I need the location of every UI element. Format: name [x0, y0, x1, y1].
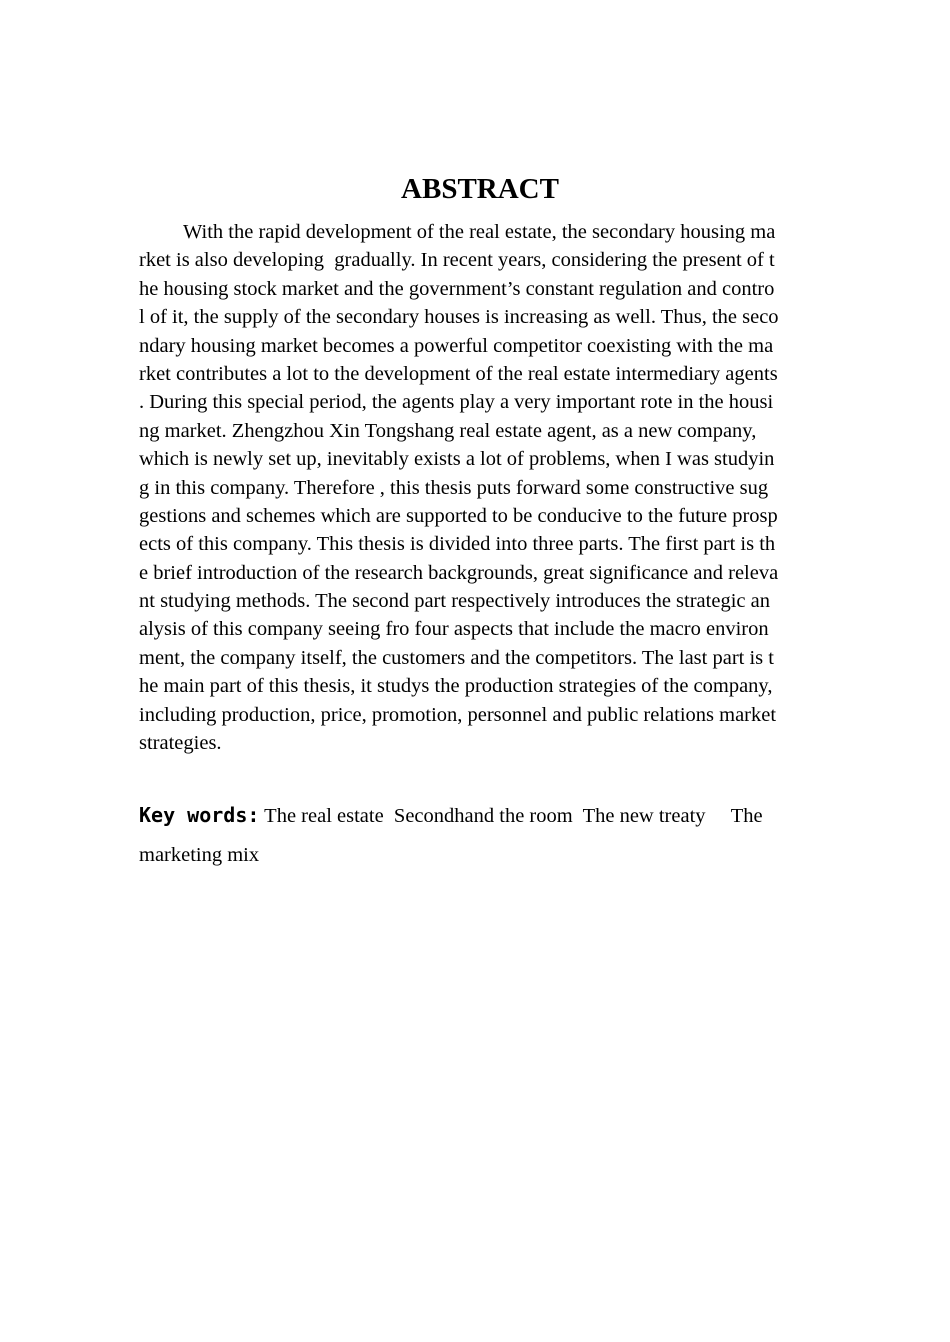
abstract-line: strategies.: [139, 732, 222, 755]
abstract-line: rket contributes a lot to the development of the real estate intermediary agents: [139, 362, 778, 385]
keywords-line-2: [139, 841, 839, 869]
abstract-line: alysis of this company seeing fro four aspects that include the macro environ: [139, 618, 769, 641]
keywords-text-continued: marketing mix: [139, 844, 260, 866]
abstract-line: ment, the company itself, the customers and the competitors. The last part is t: [139, 646, 774, 669]
abstract-line: ng market. Zhengzhou Xin Tongshang real estate agent, as a new company,: [139, 419, 757, 442]
abstract-line: ndary housing market becomes a powerful competitor coexisting with the ma: [139, 334, 774, 357]
abstract-line: he main part of this thesis, it studys the production strategies of the company,: [139, 675, 773, 698]
abstract-line: he housing stock market and the government’s constant regulation and contro: [139, 277, 775, 300]
abstract-line: nt studying methods. The second part respectively introduces the strategic an: [139, 590, 770, 613]
abstract-line: l of it, the supply of the secondary houses is increasing as well. Thus, the seco: [139, 306, 779, 329]
keywords-line-1: [139, 801, 839, 829]
abstract-line: rket is also developing gradually. In recent years, considering the present of t: [139, 249, 775, 272]
abstract-line: . During this special period, the agents play a very important rote in the housi: [139, 391, 774, 414]
abstract-line: With the rapid development of the real estate, the secondary housing ma: [183, 221, 776, 243]
abstract-body: [139, 218, 839, 757]
abstract-line: which is newly set up, inevitably exists a lot of problems, when I was studyin: [139, 448, 775, 471]
abstract-title: ABSTRACT: [401, 173, 559, 205]
keywords-label: Key words:: [139, 803, 260, 827]
abstract-line: g in this company. Therefore , this thesis puts forward some constructive sug: [139, 476, 769, 499]
keywords-section: [139, 801, 839, 869]
abstract-line: including production, price, promotion, personnel and public relations market: [139, 703, 777, 726]
abstract-line: gestions and schemes which are supported to be conducive to the future prosp: [139, 504, 778, 527]
keywords-text: The real estate Secondhand the room The new treaty The: [259, 805, 763, 827]
abstract-line: e brief introduction of the research backgrounds, great significance and releva: [139, 561, 779, 584]
abstract-line: ects of this company. This thesis is divided into three parts. The first part is th: [139, 533, 776, 556]
